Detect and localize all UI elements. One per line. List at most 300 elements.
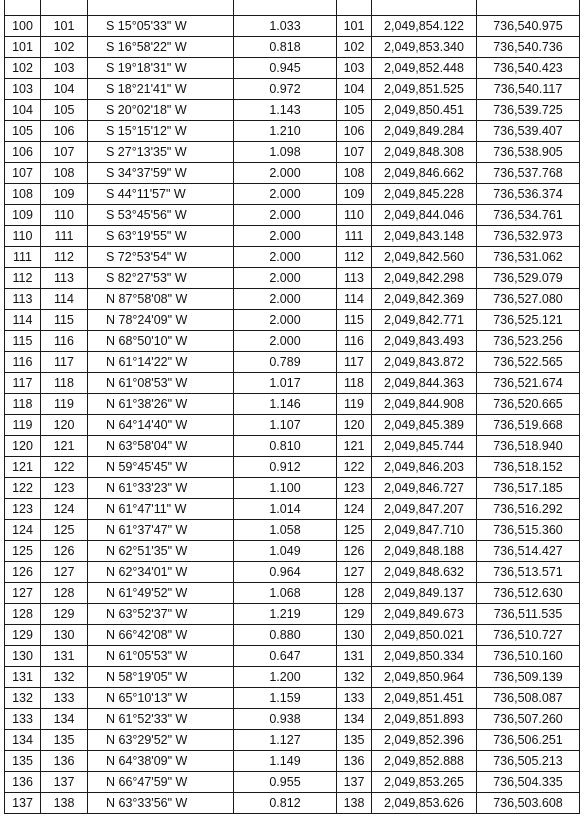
cell-northing: 2,049,847.207 [372, 499, 477, 520]
table-row [5, 268, 580, 289]
cell-point-number: 107 [337, 142, 372, 163]
cell-easting: 736,506.251 [477, 730, 580, 751]
cell-to-station: 105 [41, 100, 88, 121]
cell-easting [477, 0, 580, 16]
cell-from-station: 137 [5, 793, 41, 814]
cell-point-number: 104 [337, 79, 372, 100]
cell-easting: 736,540.975 [477, 16, 580, 37]
cell-bearing: N 61°37'47" W [88, 520, 234, 541]
cell-point-number: 116 [337, 331, 372, 352]
cell-from-station: 115 [5, 331, 41, 352]
cell-bearing: S 16°58'22" W [88, 37, 234, 58]
cell-distance: 2.000 [234, 289, 337, 310]
cell-point-number: 115 [337, 310, 372, 331]
cell-point-number: 138 [337, 793, 372, 814]
cell-to-station: 119 [41, 394, 88, 415]
cell-bearing: S 44°11'57" W [88, 184, 234, 205]
cell-northing: 2,049,846.203 [372, 457, 477, 478]
cell-bearing: N 61°08'53" W [88, 373, 234, 394]
cell-northing: 2,049,851.893 [372, 709, 477, 730]
cell-point-number: 106 [337, 121, 372, 142]
cell-to-station: 134 [41, 709, 88, 730]
cell-distance: 1.098 [234, 142, 337, 163]
cell-to-station: 138 [41, 793, 88, 814]
cell-to-station: 104 [41, 79, 88, 100]
table-body [5, 0, 580, 814]
cell-distance: 0.818 [234, 37, 337, 58]
cell-bearing: N 64°38'09" W [88, 751, 234, 772]
cell-easting: 736,536.374 [477, 184, 580, 205]
cell-bearing: S 15°05'33" W [88, 16, 234, 37]
cell-distance: 1.149 [234, 751, 337, 772]
cell-distance: 1.033 [234, 16, 337, 37]
cell-bearing: N 61°52'33" W [88, 709, 234, 730]
cell-point-number: 101 [337, 16, 372, 37]
cell-distance: 2.000 [234, 268, 337, 289]
cell-northing: 2,049,842.298 [372, 268, 477, 289]
table-row [5, 394, 580, 415]
table-row [5, 289, 580, 310]
cell-northing: 2,049,850.334 [372, 646, 477, 667]
cell-point-number: 105 [337, 100, 372, 121]
cell-distance: 2.000 [234, 184, 337, 205]
cell-distance: 1.143 [234, 100, 337, 121]
cell-easting: 736,508.087 [477, 688, 580, 709]
table-row [5, 520, 580, 541]
table-row [5, 100, 580, 121]
table-row [5, 625, 580, 646]
cell-bearing: N 58°19'05" W [88, 667, 234, 688]
cell-distance: 0.945 [234, 58, 337, 79]
cell-distance: 0.964 [234, 562, 337, 583]
cell-bearing: S 72°53'54" W [88, 247, 234, 268]
cell-to-station: 106 [41, 121, 88, 142]
cell-easting: 736,516.292 [477, 499, 580, 520]
cell-from-station: 106 [5, 142, 41, 163]
cell-bearing: S 82°27'53" W [88, 268, 234, 289]
cell-from-station: 120 [5, 436, 41, 457]
cell-to-station: 136 [41, 751, 88, 772]
cell-bearing: N 63°29'52" W [88, 730, 234, 751]
cell-easting: 736,510.727 [477, 625, 580, 646]
cell-northing: 2,049,845.389 [372, 415, 477, 436]
table-row [5, 772, 580, 793]
cell-to-station: 111 [41, 226, 88, 247]
table-row [5, 184, 580, 205]
cell-to-station: 117 [41, 352, 88, 373]
cell-from-station: 110 [5, 226, 41, 247]
cell-easting: 736,527.080 [477, 289, 580, 310]
cell-distance: 2.000 [234, 247, 337, 268]
cell-to-station: 137 [41, 772, 88, 793]
cell-point-number: 117 [337, 352, 372, 373]
cell-point-number: 123 [337, 478, 372, 499]
cell-northing: 2,049,842.369 [372, 289, 477, 310]
cell-to-station: 108 [41, 163, 88, 184]
table-row [5, 331, 580, 352]
cell-point-number: 134 [337, 709, 372, 730]
cell-to-station: 110 [41, 205, 88, 226]
cell-northing: 2,049,843.493 [372, 331, 477, 352]
cell-from-station: 128 [5, 604, 41, 625]
table-row [5, 646, 580, 667]
cell-bearing: S 34°37'59" W [88, 163, 234, 184]
cell-easting: 736,539.407 [477, 121, 580, 142]
cell-northing: 2,049,852.888 [372, 751, 477, 772]
cell-easting: 736,507.260 [477, 709, 580, 730]
cell-distance: 1.068 [234, 583, 337, 604]
cell-northing: 2,049,849.284 [372, 121, 477, 142]
cell-point-number: 137 [337, 772, 372, 793]
cell-easting: 736,538.905 [477, 142, 580, 163]
cell-bearing: N 61°33'23" W [88, 478, 234, 499]
cell-bearing: N 59°45'45" W [88, 457, 234, 478]
cell-from-station [5, 0, 41, 16]
cell-easting: 736,521.674 [477, 373, 580, 394]
cell-distance: 2.000 [234, 331, 337, 352]
cell-bearing: N 61°05'53" W [88, 646, 234, 667]
cell-easting: 736,532.973 [477, 226, 580, 247]
cell-from-station: 105 [5, 121, 41, 142]
cell-northing: 2,049,851.525 [372, 79, 477, 100]
cell-distance: 0.955 [234, 772, 337, 793]
cell-bearing: N 61°47'11" W [88, 499, 234, 520]
cell-northing: 2,049,849.673 [372, 604, 477, 625]
cell-northing: 2,049,853.265 [372, 772, 477, 793]
cell-from-station: 124 [5, 520, 41, 541]
cell-northing: 2,049,848.188 [372, 541, 477, 562]
cell-point-number: 114 [337, 289, 372, 310]
cell-easting: 736,512.630 [477, 583, 580, 604]
table-row [5, 79, 580, 100]
cell-distance: 1.219 [234, 604, 337, 625]
table-row [5, 793, 580, 814]
cell-distance: 1.146 [234, 394, 337, 415]
cell-distance: 0.880 [234, 625, 337, 646]
cell-bearing: N 63°58'04" W [88, 436, 234, 457]
cell-to-station: 113 [41, 268, 88, 289]
cell-from-station: 107 [5, 163, 41, 184]
cell-northing [372, 0, 477, 16]
cell-easting: 736,540.736 [477, 37, 580, 58]
cell-to-station: 128 [41, 583, 88, 604]
cell-northing: 2,049,842.560 [372, 247, 477, 268]
table-row [5, 0, 580, 16]
cell-easting: 736,514.427 [477, 541, 580, 562]
cell-from-station: 135 [5, 751, 41, 772]
cell-northing: 2,049,845.228 [372, 184, 477, 205]
cell-from-station: 134 [5, 730, 41, 751]
cell-to-station: 127 [41, 562, 88, 583]
cell-from-station: 111 [5, 247, 41, 268]
cell-to-station: 123 [41, 478, 88, 499]
cell-to-station: 107 [41, 142, 88, 163]
table-row [5, 709, 580, 730]
cell-to-station: 114 [41, 289, 88, 310]
cell-northing: 2,049,846.727 [372, 478, 477, 499]
table-row [5, 373, 580, 394]
cell-bearing: N 61°38'26" W [88, 394, 234, 415]
coordinate-table [4, 0, 580, 814]
cell-distance: 1.058 [234, 520, 337, 541]
cell-easting: 736,518.940 [477, 436, 580, 457]
cell-point-number: 119 [337, 394, 372, 415]
table-row [5, 478, 580, 499]
cell-distance: 1.127 [234, 730, 337, 751]
cell-easting: 736,523.256 [477, 331, 580, 352]
cell-from-station: 104 [5, 100, 41, 121]
cell-to-station: 103 [41, 58, 88, 79]
cell-to-station: 132 [41, 667, 88, 688]
cell-bearing: N 63°33'56" W [88, 793, 234, 814]
cell-from-station: 112 [5, 268, 41, 289]
table-row [5, 352, 580, 373]
cell-northing: 2,049,845.744 [372, 436, 477, 457]
cell-point-number: 108 [337, 163, 372, 184]
table-row [5, 310, 580, 331]
table-row [5, 667, 580, 688]
cell-bearing: N 78°24'09" W [88, 310, 234, 331]
cell-to-station: 115 [41, 310, 88, 331]
cell-from-station: 129 [5, 625, 41, 646]
cell-bearing: N 63°52'37" W [88, 604, 234, 625]
cell-point-number: 130 [337, 625, 372, 646]
cell-to-station: 129 [41, 604, 88, 625]
cell-to-station: 101 [41, 16, 88, 37]
cell-point-number: 125 [337, 520, 372, 541]
cell-northing: 2,049,848.308 [372, 142, 477, 163]
cell-bearing: N 62°34'01" W [88, 562, 234, 583]
table-row [5, 688, 580, 709]
cell-point-number: 118 [337, 373, 372, 394]
cell-from-station: 103 [5, 79, 41, 100]
cell-point-number: 103 [337, 58, 372, 79]
cell-distance: 1.014 [234, 499, 337, 520]
cell-from-station: 119 [5, 415, 41, 436]
cell-to-station: 130 [41, 625, 88, 646]
cell-northing: 2,049,850.964 [372, 667, 477, 688]
cell-bearing: N 66°47'59" W [88, 772, 234, 793]
cell-distance: 1.107 [234, 415, 337, 436]
cell-to-station: 124 [41, 499, 88, 520]
cell-point-number: 132 [337, 667, 372, 688]
cell-bearing: S 53°45'56" W [88, 205, 234, 226]
cell-northing: 2,049,843.872 [372, 352, 477, 373]
cell-point-number: 112 [337, 247, 372, 268]
cell-easting: 736,540.117 [477, 79, 580, 100]
cell-distance: 2.000 [234, 163, 337, 184]
table-row [5, 457, 580, 478]
cell-distance: 1.017 [234, 373, 337, 394]
cell-from-station: 121 [5, 457, 41, 478]
cell-northing: 2,049,852.396 [372, 730, 477, 751]
cell-bearing: S 18°21'41" W [88, 79, 234, 100]
cell-bearing: N 61°49'52" W [88, 583, 234, 604]
table-row [5, 730, 580, 751]
cell-to-station: 116 [41, 331, 88, 352]
cell-bearing: N 64°14'40" W [88, 415, 234, 436]
cell-to-station: 122 [41, 457, 88, 478]
cell-northing: 2,049,854.122 [372, 16, 477, 37]
cell-to-station: 112 [41, 247, 88, 268]
cell-easting: 736,517.185 [477, 478, 580, 499]
cell-easting: 736,520.665 [477, 394, 580, 415]
cell-from-station: 122 [5, 478, 41, 499]
cell-easting: 736,518.152 [477, 457, 580, 478]
cell-point-number: 122 [337, 457, 372, 478]
cell-northing: 2,049,849.137 [372, 583, 477, 604]
cell-bearing: N 61°14'22" W [88, 352, 234, 373]
cell-distance: 0.938 [234, 709, 337, 730]
cell-to-station: 126 [41, 541, 88, 562]
table-row [5, 499, 580, 520]
cell-northing: 2,049,844.908 [372, 394, 477, 415]
table-row [5, 142, 580, 163]
cell-easting: 736,511.535 [477, 604, 580, 625]
cell-from-station: 133 [5, 709, 41, 730]
cell-distance: 0.647 [234, 646, 337, 667]
cell-from-station: 100 [5, 16, 41, 37]
cell-to-station: 133 [41, 688, 88, 709]
cell-to-station: 131 [41, 646, 88, 667]
cell-easting: 736,519.668 [477, 415, 580, 436]
cell-from-station: 108 [5, 184, 41, 205]
cell-easting: 736,531.062 [477, 247, 580, 268]
cell-point-number: 128 [337, 583, 372, 604]
cell-distance: 0.972 [234, 79, 337, 100]
cell-easting: 736,539.725 [477, 100, 580, 121]
table-row [5, 37, 580, 58]
cell-to-station: 109 [41, 184, 88, 205]
cell-point-number: 131 [337, 646, 372, 667]
cell-point-number [337, 0, 372, 16]
table-row [5, 583, 580, 604]
cell-to-station: 120 [41, 415, 88, 436]
cell-bearing: S 27°13'35" W [88, 142, 234, 163]
cell-northing: 2,049,850.451 [372, 100, 477, 121]
cell-easting: 736,529.079 [477, 268, 580, 289]
cell-distance: 0.912 [234, 457, 337, 478]
cell-easting: 736,534.761 [477, 205, 580, 226]
cell-from-station: 127 [5, 583, 41, 604]
table-row [5, 541, 580, 562]
cell-northing: 2,049,851.451 [372, 688, 477, 709]
cell-point-number: 133 [337, 688, 372, 709]
cell-distance: 1.200 [234, 667, 337, 688]
cell-easting: 736,537.768 [477, 163, 580, 184]
cell-point-number: 113 [337, 268, 372, 289]
cell-to-station: 118 [41, 373, 88, 394]
cell-from-station: 131 [5, 667, 41, 688]
cell-to-station: 121 [41, 436, 88, 457]
cell-northing: 2,049,853.626 [372, 793, 477, 814]
cell-bearing: N 65°10'13" W [88, 688, 234, 709]
cell-from-station: 130 [5, 646, 41, 667]
table-row [5, 226, 580, 247]
cell-bearing: N 66°42'08" W [88, 625, 234, 646]
cell-easting: 736,510.160 [477, 646, 580, 667]
cell-point-number: 120 [337, 415, 372, 436]
cell-northing: 2,049,846.662 [372, 163, 477, 184]
table-row [5, 562, 580, 583]
cell-northing: 2,049,848.632 [372, 562, 477, 583]
cell-bearing: N 62°51'35" W [88, 541, 234, 562]
cell-from-station: 113 [5, 289, 41, 310]
cell-point-number: 129 [337, 604, 372, 625]
cell-point-number: 111 [337, 226, 372, 247]
table-row [5, 415, 580, 436]
cell-distance: 2.000 [234, 205, 337, 226]
table-row [5, 751, 580, 772]
cell-point-number: 126 [337, 541, 372, 562]
cell-from-station: 125 [5, 541, 41, 562]
cell-northing: 2,049,843.148 [372, 226, 477, 247]
cell-easting: 736,509.139 [477, 667, 580, 688]
cell-from-station: 136 [5, 772, 41, 793]
cell-bearing: S 20°02'18" W [88, 100, 234, 121]
cell-distance: 2.000 [234, 226, 337, 247]
table-row [5, 436, 580, 457]
cell-distance: 1.100 [234, 478, 337, 499]
table-row [5, 247, 580, 268]
table-row [5, 58, 580, 79]
cell-to-station [41, 0, 88, 16]
cell-from-station: 132 [5, 688, 41, 709]
cell-from-station: 126 [5, 562, 41, 583]
cell-northing: 2,049,842.771 [372, 310, 477, 331]
cell-distance: 1.049 [234, 541, 337, 562]
cell-distance [234, 0, 337, 16]
cell-northing: 2,049,844.363 [372, 373, 477, 394]
cell-easting: 736,504.335 [477, 772, 580, 793]
cell-from-station: 118 [5, 394, 41, 415]
cell-distance: 0.812 [234, 793, 337, 814]
cell-easting: 736,505.213 [477, 751, 580, 772]
cell-easting: 736,513.571 [477, 562, 580, 583]
cell-northing: 2,049,852.448 [372, 58, 477, 79]
cell-from-station: 109 [5, 205, 41, 226]
cell-to-station: 125 [41, 520, 88, 541]
cell-from-station: 117 [5, 373, 41, 394]
cell-point-number: 135 [337, 730, 372, 751]
cell-point-number: 109 [337, 184, 372, 205]
cell-from-station: 116 [5, 352, 41, 373]
cell-distance: 2.000 [234, 310, 337, 331]
cell-bearing: N 68°50'10" W [88, 331, 234, 352]
cell-northing: 2,049,847.710 [372, 520, 477, 541]
table-row [5, 604, 580, 625]
cell-easting: 736,515.360 [477, 520, 580, 541]
table-row [5, 163, 580, 184]
cell-easting: 736,522.565 [477, 352, 580, 373]
cell-point-number: 102 [337, 37, 372, 58]
cell-distance: 0.810 [234, 436, 337, 457]
cell-point-number: 110 [337, 205, 372, 226]
cell-to-station: 102 [41, 37, 88, 58]
table-row [5, 205, 580, 226]
cell-bearing [88, 0, 234, 16]
cell-bearing: S 63°19'55" W [88, 226, 234, 247]
cell-northing: 2,049,850.021 [372, 625, 477, 646]
cell-easting: 736,540.423 [477, 58, 580, 79]
cell-distance: 1.210 [234, 121, 337, 142]
cell-easting: 736,503.608 [477, 793, 580, 814]
cell-distance: 0.789 [234, 352, 337, 373]
cell-from-station: 123 [5, 499, 41, 520]
cell-from-station: 102 [5, 58, 41, 79]
cell-point-number: 136 [337, 751, 372, 772]
cell-point-number: 121 [337, 436, 372, 457]
